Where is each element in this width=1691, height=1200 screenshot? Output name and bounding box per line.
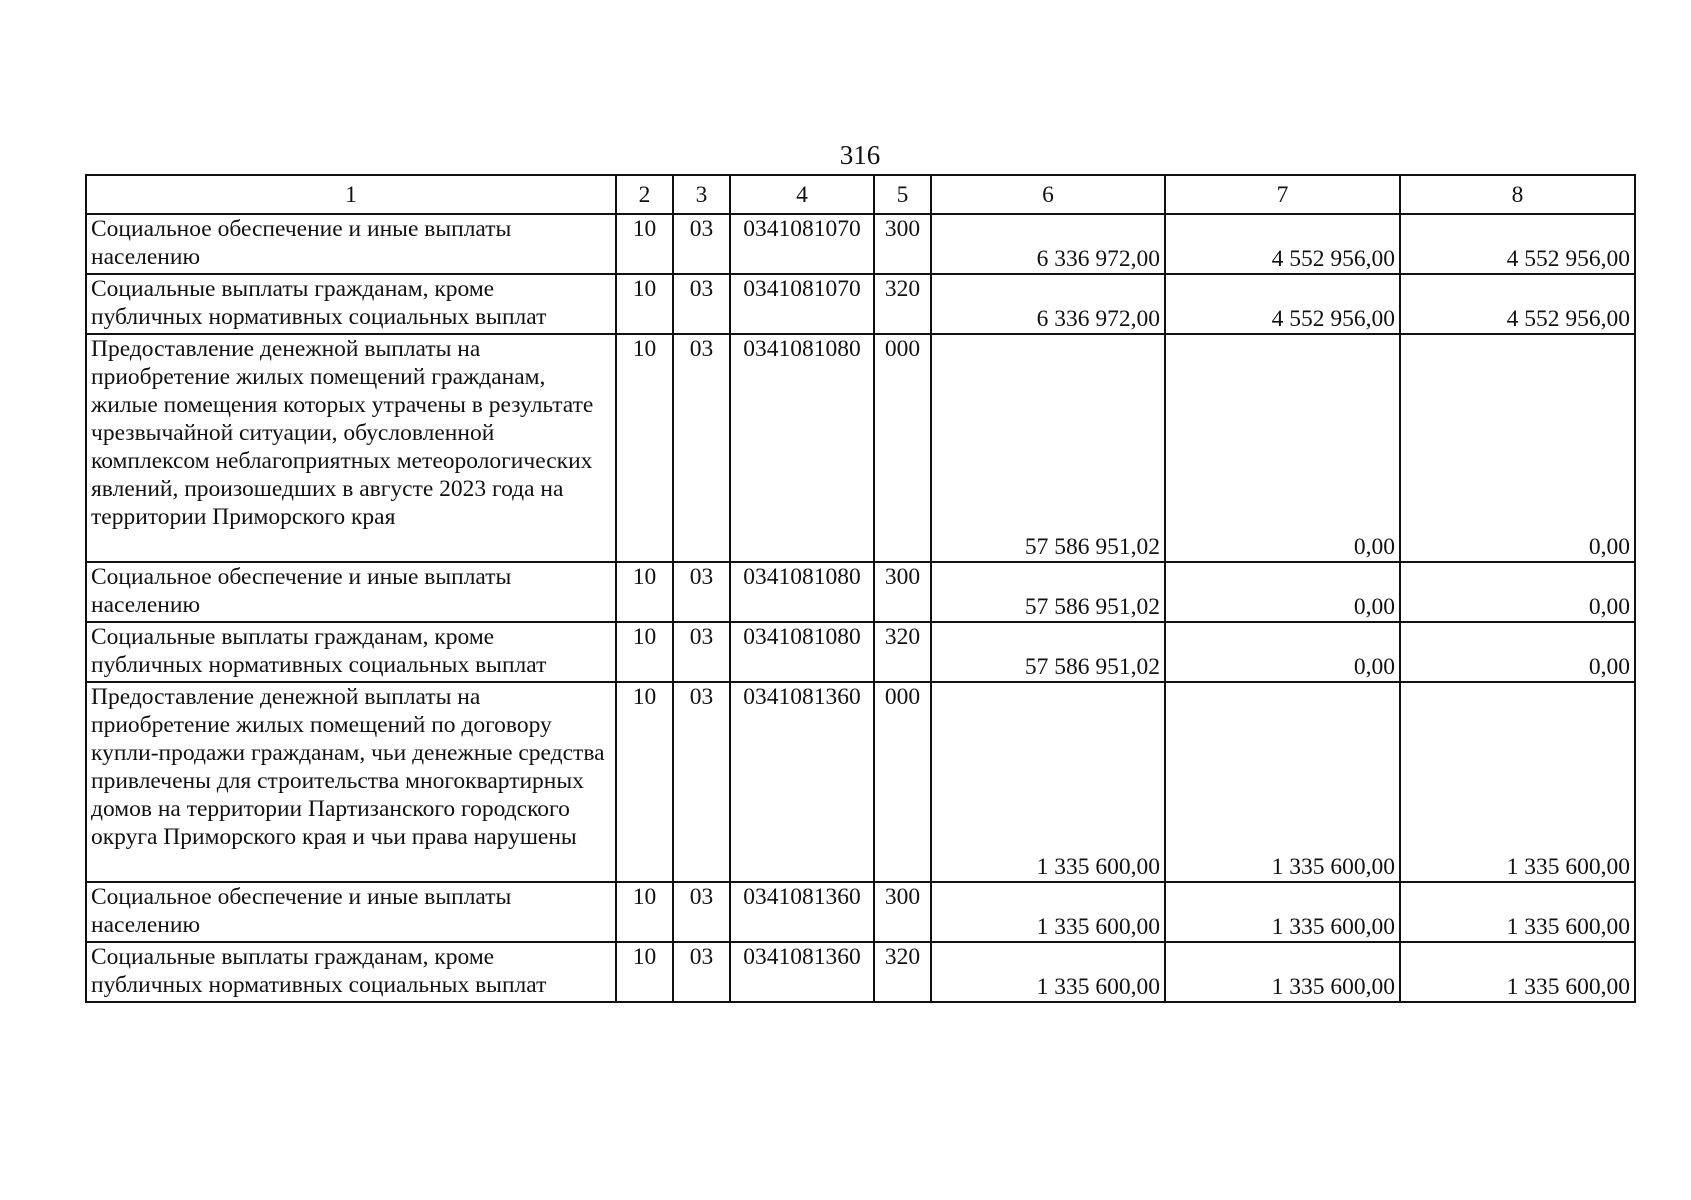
row-description: Предоставление денежной выплаты на приобретение жилых помещений гражданам, жилые помещения которых утрачены в результате чрезвычайной ситуации, обусловленной комплексом неблагоприятных метеорологических явлений, произошедших в августе 2023 года на территории Приморского края <box>86 334 616 562</box>
header-col-7: 7 <box>1165 175 1400 214</box>
row-amount-col-8: 1 335 600,00 <box>1400 942 1635 1002</box>
row-section: 10 <box>616 622 673 682</box>
row-section: 10 <box>616 682 673 882</box>
row-expense-type: 320 <box>874 274 931 334</box>
row-amount-col-6: 57 586 951,02 <box>931 622 1165 682</box>
row-amount-col-7: 0,00 <box>1165 562 1400 622</box>
row-description: Социальные выплаты гражданам, кроме публичных нормативных социальных выплат <box>86 942 616 1002</box>
budget-table <box>85 174 1636 1003</box>
row-subsection: 03 <box>673 622 730 682</box>
table-row <box>86 682 1635 882</box>
row-section: 10 <box>616 942 673 1002</box>
table-row <box>86 562 1635 622</box>
header-col-8: 8 <box>1400 175 1635 214</box>
row-description: Социальное обеспечение и иные выплаты населению <box>86 214 616 274</box>
row-amount-col-6: 57 586 951,02 <box>931 562 1165 622</box>
row-target-code: 0341081360 <box>730 882 874 942</box>
row-subsection: 03 <box>673 562 730 622</box>
row-section: 10 <box>616 562 673 622</box>
row-subsection: 03 <box>673 274 730 334</box>
row-subsection: 03 <box>673 334 730 562</box>
row-target-code: 0341081360 <box>730 682 874 882</box>
row-amount-col-6: 1 335 600,00 <box>931 882 1165 942</box>
row-amount-col-6: 1 335 600,00 <box>931 942 1165 1002</box>
row-amount-col-7: 1 335 600,00 <box>1165 882 1400 942</box>
row-amount-col-8: 0,00 <box>1400 562 1635 622</box>
header-col-3: 3 <box>673 175 730 214</box>
header-row <box>86 175 1635 214</box>
row-description: Предоставление денежной выплаты на приобретение жилых помещений по договору купли-продажи гражданам, чьи денежные средства привлечены для строительства многоквартирных домов на территории Партизанского городского округа Приморского края и чьи права нарушены <box>86 682 616 882</box>
row-expense-type: 000 <box>874 682 931 882</box>
row-amount-col-7: 1 335 600,00 <box>1165 682 1400 882</box>
header-col-1: 1 <box>86 175 616 214</box>
table-row <box>86 274 1635 334</box>
table-row <box>86 334 1635 562</box>
row-amount-col-7: 4 552 956,00 <box>1165 214 1400 274</box>
row-target-code: 0341081070 <box>730 274 874 334</box>
header-col-5: 5 <box>874 175 931 214</box>
table-row <box>86 622 1635 682</box>
row-amount-col-8: 1 335 600,00 <box>1400 682 1635 882</box>
row-expense-type: 320 <box>874 622 931 682</box>
row-description: Социальное обеспечение и иные выплаты населению <box>86 562 616 622</box>
row-amount-col-7: 1 335 600,00 <box>1165 942 1400 1002</box>
row-subsection: 03 <box>673 214 730 274</box>
row-amount-col-8: 1 335 600,00 <box>1400 882 1635 942</box>
row-target-code: 0341081360 <box>730 942 874 1002</box>
table-row <box>86 214 1635 274</box>
row-section: 10 <box>616 334 673 562</box>
row-target-code: 0341081070 <box>730 214 874 274</box>
row-subsection: 03 <box>673 942 730 1002</box>
row-expense-type: 000 <box>874 334 931 562</box>
row-subsection: 03 <box>673 682 730 882</box>
row-expense-type: 300 <box>874 882 931 942</box>
header-col-4: 4 <box>730 175 874 214</box>
row-target-code: 0341081080 <box>730 562 874 622</box>
row-description: Социальное обеспечение и иные выплаты населению <box>86 882 616 942</box>
row-target-code: 0341081080 <box>730 622 874 682</box>
row-amount-col-6: 57 586 951,02 <box>931 334 1165 562</box>
header-col-6: 6 <box>931 175 1165 214</box>
table-row <box>86 882 1635 942</box>
row-amount-col-7: 0,00 <box>1165 334 1400 562</box>
row-amount-col-7: 4 552 956,00 <box>1165 274 1400 334</box>
row-subsection: 03 <box>673 882 730 942</box>
row-amount-col-8: 0,00 <box>1400 334 1635 562</box>
row-description: Социальные выплаты гражданам, кроме публичных нормативных социальных выплат <box>86 622 616 682</box>
page-number: 316 <box>839 140 881 170</box>
row-expense-type: 300 <box>874 214 931 274</box>
header-col-2: 2 <box>616 175 673 214</box>
row-description: Социальные выплаты гражданам, кроме публичных нормативных социальных выплат <box>86 274 616 334</box>
row-amount-col-8: 0,00 <box>1400 622 1635 682</box>
row-amount-col-6: 6 336 972,00 <box>931 214 1165 274</box>
row-section: 10 <box>616 274 673 334</box>
table-body <box>86 214 1635 1002</box>
row-amount-col-7: 0,00 <box>1165 622 1400 682</box>
row-target-code: 0341081080 <box>730 334 874 562</box>
table-header <box>86 175 1635 214</box>
row-expense-type: 320 <box>874 942 931 1002</box>
row-section: 10 <box>616 882 673 942</box>
row-expense-type: 300 <box>874 562 931 622</box>
row-section: 10 <box>616 214 673 274</box>
row-amount-col-8: 4 552 956,00 <box>1400 214 1635 274</box>
row-amount-col-6: 6 336 972,00 <box>931 274 1165 334</box>
row-amount-col-6: 1 335 600,00 <box>931 682 1165 882</box>
table-row <box>86 942 1635 1002</box>
row-amount-col-8: 4 552 956,00 <box>1400 274 1635 334</box>
